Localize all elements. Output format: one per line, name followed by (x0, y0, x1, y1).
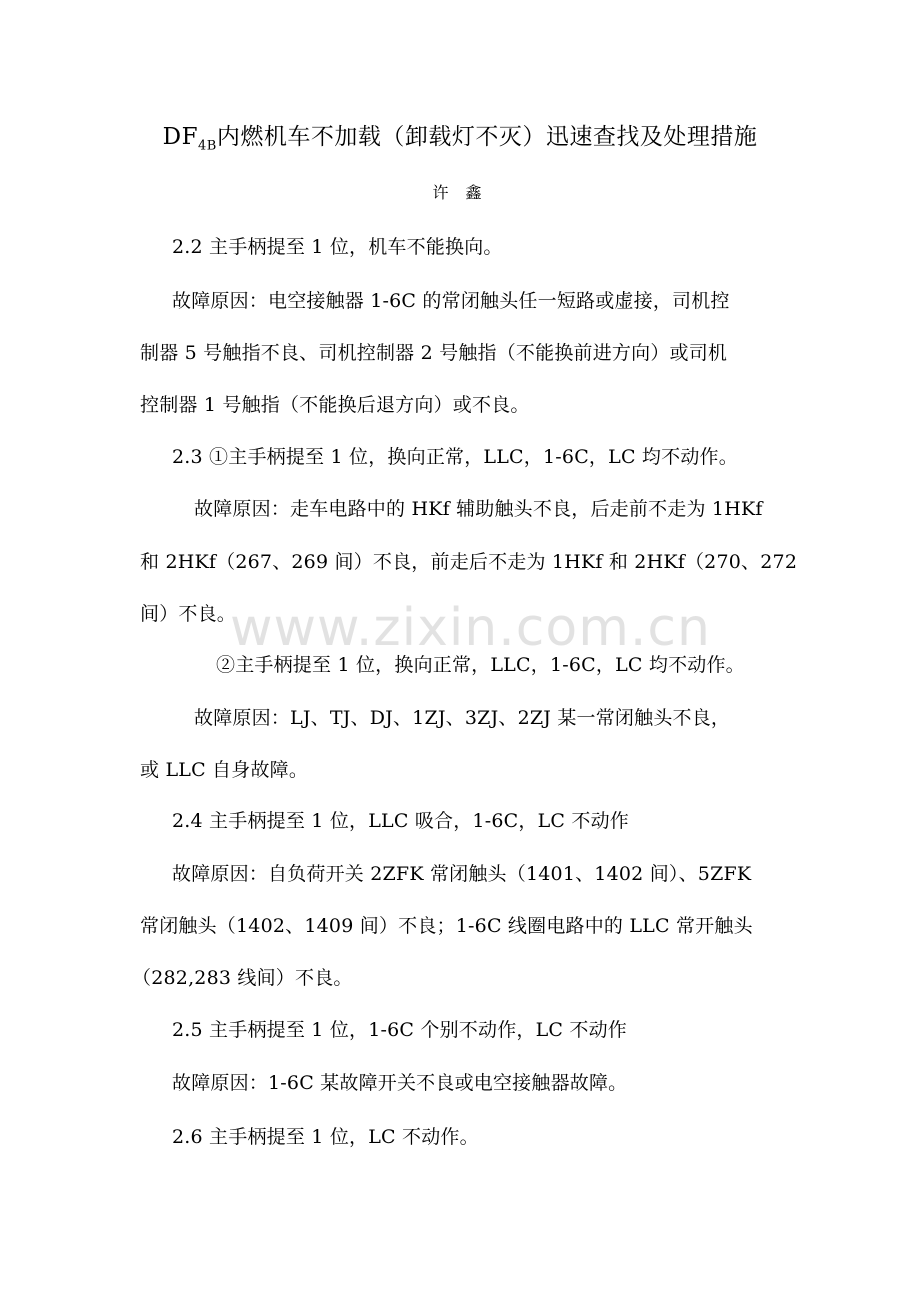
document-title (0, 118, 920, 154)
title-subscript: 4B (198, 138, 217, 154)
section-2-4-heading: 2.4 主手柄提至 1 位，LLC 吸合，1-6C，LC 不动作 (172, 810, 629, 832)
watermark: www.zixin.com.cn (230, 598, 711, 658)
section-2-2-heading: 2.2 主手柄提至 1 位，机车不能换向。 (172, 236, 503, 258)
paragraph-line: 故障原因：自负荷开关 2ZFK 常闭触头（1401、1402 间）、5ZFK (172, 863, 752, 885)
paragraph-line: （282,283 线间）不良。 (132, 967, 353, 989)
section-2-5-heading: 2.5 主手柄提至 1 位，1-6C 个别不动作，LC 不动作 (172, 1019, 627, 1041)
paragraph-line: 故障原因：电空接触器 1-6C 的常闭触头任一短路或虚接，司机控 (172, 290, 730, 312)
paragraph-line: 或 LLC 自身故障。 (140, 759, 309, 781)
paragraph-line: 间）不良。 (140, 603, 237, 625)
paragraph-line: 和 2HKf（267、269 间）不良，前走后不走为 1HKf 和 2HKf（270、272 (140, 551, 798, 573)
section-2-6-heading: 2.6 主手柄提至 1 位，LC 不动作。 (172, 1126, 479, 1148)
paragraph-line: 故障原因：走车电路中的 HKf 辅助触头不良，后走前不走为 1HKf (194, 498, 763, 520)
section-2-3-heading: 2.3 ①主手柄提至 1 位，换向正常，LLC，1-6C，LC 均不动作。 (172, 446, 738, 468)
paragraph-line: 故障原因：1-6C 某故障开关不良或电空接触器故障。 (172, 1072, 628, 1094)
author-name: 许 鑫 (432, 183, 488, 202)
paragraph-line: 控制器 1 号触指（不能换后退方向）或不良。 (140, 394, 530, 416)
paragraph-line: 常闭触头（1402、1409 间）不良；1-6C 线圈电路中的 LLC 常开触头 (140, 915, 753, 937)
paragraph-line: 故障原因：LJ、TJ、DJ、1ZJ、3ZJ、2ZJ 某一常闭触头不良， (194, 707, 731, 729)
title-prefix: DF (162, 124, 199, 150)
subsection-heading: ②主手柄提至 1 位，换向正常，LLC，1-6C，LC 均不动作。 (216, 654, 745, 676)
title-text: 内燃机车不加载（卸载灯不灭）迅速查找及处理措施 (216, 124, 758, 150)
paragraph-line: 制器 5 号触指不良、司机控制器 2 号触指（不能换前进方向）或司机 (140, 342, 728, 364)
